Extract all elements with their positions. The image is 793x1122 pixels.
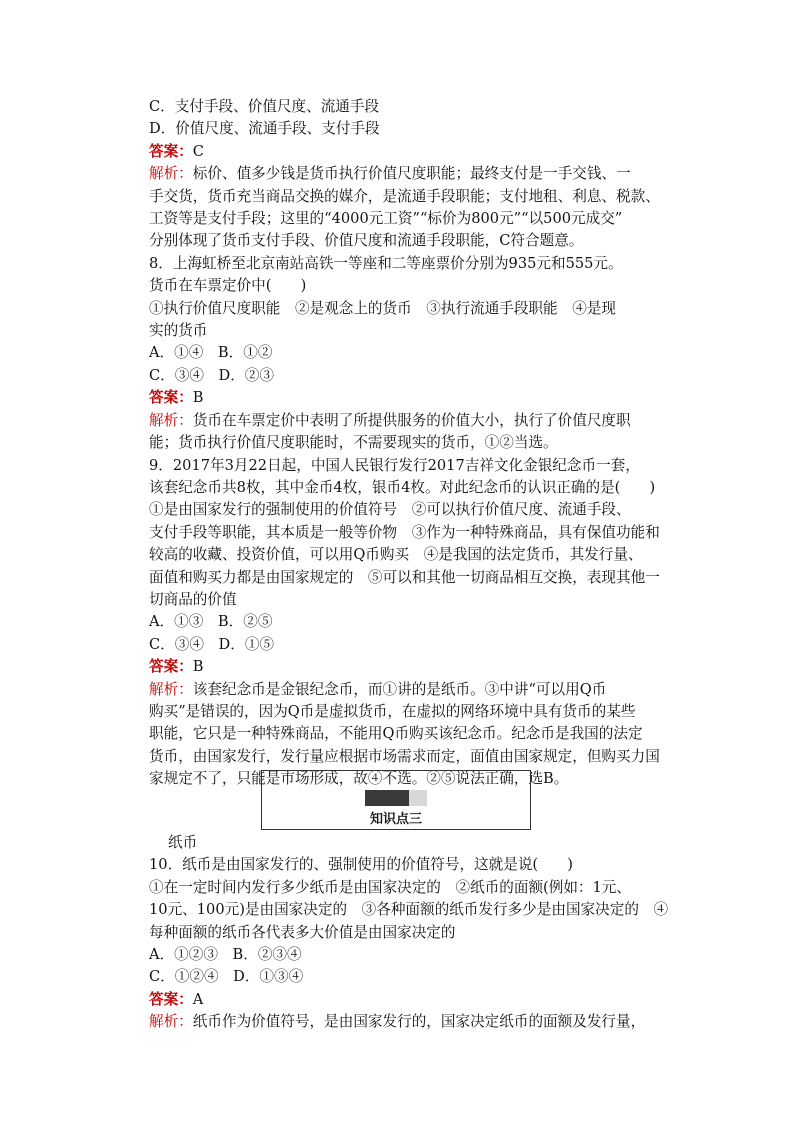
text-line	[149, 522, 679, 544]
line-text: 货币，由国家发行，发行量应根据市场需求而定，面值由国家规定，但购买力国	[149, 747, 660, 765]
line-text: 工资等是支付手段；这里的“4000元工资”“标价为800元”“以500元成交”	[149, 210, 623, 228]
text-line	[149, 544, 679, 566]
line-text: 较高的收藏、投资价值，可以用Q币购买 ④是我国的法定货币，其发行量、	[149, 546, 643, 564]
line-text: ①是由国家发行的强制使用的价值符号 ②可以执行价值尺度、流通手段、	[149, 501, 631, 519]
line-text: 手交货，货币充当商品交换的媒介，是流通手段职能；支付地租、利息、税款、	[149, 187, 660, 205]
line-text: C．①②④ D．①③④	[149, 968, 304, 986]
text-line	[149, 298, 679, 320]
line-text: 货币在车票定价中表明了所提供服务的价值大小，执行了价值尺度职	[192, 411, 631, 429]
line-text: A．①③ B．②⑤	[149, 613, 273, 631]
line-text: B	[192, 658, 204, 676]
text-line	[149, 944, 679, 966]
text-line	[149, 854, 679, 876]
line-text: 标价、值多少钱是货币执行价值尺度职能；最终支付是一手交钱、一	[192, 165, 631, 183]
line-text: ①在一定时间内发行多少纸币是由国家决定的 ②纸币的面额(例如：1元、	[149, 878, 631, 896]
explanation-label: 解析：	[149, 1013, 193, 1031]
line-text: 购买”是错误的，因为Q币是虚拟货币，在虚拟的网络环境中具有货币的某些	[149, 702, 636, 720]
explanation-label: 解析：	[149, 411, 193, 429]
text-line	[149, 701, 679, 723]
text-line	[149, 499, 679, 521]
line-text: 支付手段等职能，其本质是一般等价物 ③作为一种特殊商品，具有保值功能和	[149, 523, 660, 541]
line-text: 该套纪念币共8枚，其中金币4枚，银币4枚。对此纪念币的认识正确的是( )	[149, 478, 656, 496]
explanation-line	[149, 1011, 679, 1033]
line-text: D．价值尺度、流通手段、支付手段	[149, 120, 380, 138]
answer-line	[149, 656, 679, 678]
text-line	[149, 723, 679, 745]
line-text: 纸币作为价值符号，是由国家发行的，国家决定纸币的面额及发行量，	[192, 1013, 646, 1031]
knowledge-point-bar-icon	[365, 790, 427, 806]
text-line	[149, 118, 679, 140]
line-text: 10元、100元)是由国家决定的 ③各种面额的纸币发行多少是由国家决定的 ④	[149, 901, 669, 919]
text-line	[149, 253, 679, 275]
line-text: 8．上海虹桥至北京南站高铁一等座和二等座票价分别为935元和555元。	[149, 254, 623, 272]
text-line	[149, 455, 679, 477]
text-line	[149, 567, 679, 589]
answer-label: 答案：	[149, 389, 193, 407]
line-text: 实的货币	[149, 322, 208, 340]
section-subheading: 纸币	[168, 834, 198, 851]
text-line	[149, 746, 679, 768]
explanation-line	[149, 679, 679, 701]
text-line	[149, 275, 679, 297]
text-line	[149, 611, 679, 633]
text-line	[149, 966, 679, 988]
answer-label: 答案：	[149, 142, 193, 160]
answer-label: 答案：	[149, 658, 193, 676]
text-line	[149, 342, 679, 364]
line-text: A．①④ B．①②	[149, 344, 273, 362]
answer-label: 答案：	[149, 990, 193, 1008]
knowledge-point-box	[261, 770, 531, 830]
text-line	[149, 634, 679, 656]
explanation-line	[149, 163, 679, 185]
line-text: C．③④ D．②③	[149, 366, 275, 384]
text-line	[149, 922, 679, 944]
answer-line	[149, 387, 679, 409]
answer-line	[149, 141, 679, 163]
text-line	[149, 899, 679, 921]
line-text: 9．2017年3月22日起，中国人民银行发行2017吉祥文化金银纪念币一套，	[149, 456, 640, 474]
line-text: 分别体现了货币支付手段、价值尺度和流通手段职能，C符合题意。	[149, 232, 584, 250]
line-text: B	[192, 389, 204, 407]
line-text: 职能，它只是一种特殊商品，不能用Q币购买该纪念币。纪念币是我国的法定	[149, 725, 643, 743]
line-text: C．③④ D．①⑤	[149, 635, 275, 653]
line-text: C	[192, 142, 204, 160]
lower-text-block	[149, 832, 679, 1034]
line-text: 该套纪念币是金银纪念币，而①讲的是纸币。③中讲“可以用Q币	[192, 680, 607, 698]
text-line	[149, 877, 679, 899]
text-line	[149, 186, 679, 208]
line-text: A	[192, 990, 204, 1008]
explanation-label: 解析：	[149, 680, 193, 698]
line-text: 家规定不了，只能是市场形成，故④不选。②⑤说法正确，选B。	[149, 770, 569, 788]
text-line	[149, 477, 679, 499]
explanation-label: 解析：	[149, 165, 193, 183]
text-line	[149, 208, 679, 230]
line-text: 能；货币执行价值尺度职能时，不需要现实的货币，①②当选。	[149, 434, 558, 452]
line-text: 每种面额的纸币各代表多大价值是由国家决定的	[149, 923, 456, 941]
line-text: 货币在车票定价中( )	[149, 277, 307, 295]
text-line	[149, 230, 679, 252]
line-text: ①执行价值尺度职能 ②是观念上的货币 ③执行流通手段职能 ④是现	[149, 299, 617, 317]
text-line	[149, 432, 679, 454]
line-text: 10．纸币是由国家发行的、强制使用的价值符号，这就是说( )	[149, 856, 573, 874]
line-text: A．①②③ B．②③④	[149, 946, 302, 964]
line-text: C．支付手段、价值尺度、流通手段	[149, 98, 380, 115]
line-text: 面值和购买力都是由国家规定的 ⑤可以和其他一切商品相互交换，表现其他一	[149, 568, 660, 586]
line-text: 切商品的价值	[149, 590, 237, 608]
explanation-line	[149, 410, 679, 432]
text-line	[149, 96, 679, 118]
upper-text-block	[149, 96, 679, 791]
knowledge-point-title: 知识点三	[369, 812, 422, 827]
answer-line	[149, 989, 679, 1011]
text-line	[149, 365, 679, 387]
text-line	[149, 320, 679, 342]
text-line	[149, 589, 679, 611]
